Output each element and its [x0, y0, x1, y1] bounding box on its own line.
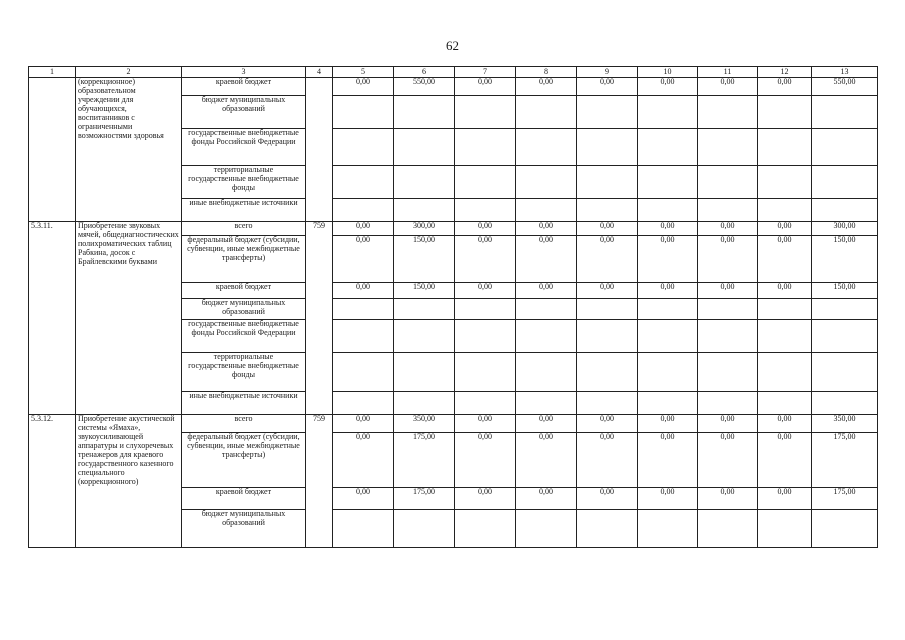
value-cell	[638, 299, 698, 320]
value-cell	[394, 320, 455, 353]
value-cell: 0,00	[698, 415, 758, 433]
funding-source: иные внебюджетные источники	[182, 199, 306, 222]
value-cell: 175,00	[394, 433, 455, 488]
value-cell	[455, 320, 516, 353]
funding-source: краевой бюджет	[182, 488, 306, 510]
value-cell	[394, 353, 455, 392]
value-cell	[333, 299, 394, 320]
value-cell: 0,00	[638, 488, 698, 510]
header-row	[29, 67, 878, 78]
value-cell: 175,00	[812, 488, 878, 510]
value-cell: 150,00	[394, 236, 455, 283]
funding-source: территориальные государственные внебюджетные фонды	[182, 353, 306, 392]
column-header: 12	[758, 67, 812, 78]
value-cell	[333, 320, 394, 353]
value-cell	[455, 392, 516, 415]
value-cell	[758, 320, 812, 353]
value-cell: 150,00	[394, 283, 455, 299]
value-cell	[698, 166, 758, 199]
value-cell: 0,00	[455, 222, 516, 236]
value-cell: 0,00	[638, 222, 698, 236]
value-cell: 0,00	[758, 415, 812, 433]
value-cell	[758, 510, 812, 548]
value-cell: 0,00	[577, 236, 638, 283]
value-cell	[516, 166, 577, 199]
value-cell: 0,00	[333, 283, 394, 299]
value-cell: 0,00	[516, 415, 577, 433]
value-cell: 0,00	[638, 433, 698, 488]
value-cell	[577, 129, 638, 166]
value-cell: 0,00	[698, 283, 758, 299]
value-cell: 0,00	[638, 78, 698, 96]
value-cell: 0,00	[333, 78, 394, 96]
value-cell	[577, 166, 638, 199]
value-cell	[698, 392, 758, 415]
value-cell: 0,00	[577, 283, 638, 299]
column-header: 1	[29, 67, 76, 78]
value-cell	[455, 199, 516, 222]
column-header: 2	[76, 67, 182, 78]
value-cell: 350,00	[812, 415, 878, 433]
value-cell: 0,00	[577, 78, 638, 96]
value-cell	[394, 129, 455, 166]
value-cell	[638, 166, 698, 199]
funding-source: федеральный бюджет (субсидии, субвенции, иные межбюджетные трансферты)	[182, 236, 306, 283]
value-cell	[812, 199, 878, 222]
value-cell	[698, 353, 758, 392]
value-cell	[516, 353, 577, 392]
value-cell: 0,00	[638, 236, 698, 283]
value-cell: 150,00	[812, 236, 878, 283]
value-cell: 0,00	[698, 78, 758, 96]
funding-source: государственные внебюджетные фонды Российской Федерации	[182, 320, 306, 353]
value-cell: 175,00	[394, 488, 455, 510]
value-cell	[516, 299, 577, 320]
value-cell	[698, 129, 758, 166]
value-cell	[638, 392, 698, 415]
value-cell	[812, 129, 878, 166]
value-cell	[758, 392, 812, 415]
column-header: 8	[516, 67, 577, 78]
value-cell	[812, 96, 878, 129]
value-cell	[698, 320, 758, 353]
executor-code: 759	[306, 222, 333, 415]
value-cell: 0,00	[455, 78, 516, 96]
page-number: 62	[446, 38, 459, 53]
value-cell	[812, 299, 878, 320]
value-cell: 0,00	[333, 433, 394, 488]
value-cell	[333, 199, 394, 222]
value-cell: 0,00	[516, 433, 577, 488]
column-header: 3	[182, 67, 306, 78]
value-cell	[812, 510, 878, 548]
value-cell: 0,00	[577, 488, 638, 510]
value-cell	[455, 510, 516, 548]
executor-code	[306, 78, 333, 222]
value-cell	[516, 320, 577, 353]
column-header: 9	[577, 67, 638, 78]
item-name: (коррекционное) образовательном учреждении для обучающихся, воспитанников с ограниченными возможностями здоровья	[76, 78, 182, 222]
value-cell: 0,00	[638, 415, 698, 433]
funding-source: иные внебюджетные источники	[182, 392, 306, 415]
table-row	[29, 78, 878, 96]
value-cell	[516, 199, 577, 222]
value-cell	[698, 199, 758, 222]
value-cell: 150,00	[812, 283, 878, 299]
table-row	[29, 222, 878, 236]
value-cell: 300,00	[812, 222, 878, 236]
value-cell	[638, 320, 698, 353]
value-cell: 0,00	[516, 488, 577, 510]
column-header: 4	[306, 67, 333, 78]
executor-code: 759	[306, 415, 333, 548]
value-cell	[516, 96, 577, 129]
value-cell	[333, 166, 394, 199]
value-cell: 0,00	[758, 78, 812, 96]
funding-source: бюджет муниципальных образований	[182, 299, 306, 320]
funding-source: территориальные государственные внебюджетные фонды	[182, 166, 306, 199]
value-cell	[758, 199, 812, 222]
value-cell: 0,00	[758, 283, 812, 299]
value-cell	[516, 510, 577, 548]
value-cell	[638, 129, 698, 166]
funding-source: бюджет муниципальных образований	[182, 96, 306, 129]
value-cell: 300,00	[394, 222, 455, 236]
value-cell: 550,00	[812, 78, 878, 96]
column-header: 13	[812, 67, 878, 78]
value-cell	[638, 96, 698, 129]
value-cell	[638, 353, 698, 392]
value-cell: 0,00	[698, 488, 758, 510]
value-cell: 0,00	[698, 222, 758, 236]
column-header: 6	[394, 67, 455, 78]
value-cell: 0,00	[516, 222, 577, 236]
funding-source: всего	[182, 415, 306, 433]
value-cell	[638, 199, 698, 222]
value-cell	[394, 199, 455, 222]
value-cell	[698, 510, 758, 548]
funding-source: краевой бюджет	[182, 283, 306, 299]
funding-source: краевой бюджет	[182, 78, 306, 96]
value-cell	[516, 129, 577, 166]
value-cell	[333, 392, 394, 415]
value-cell: 0,00	[577, 433, 638, 488]
value-cell	[516, 392, 577, 415]
item-code: 5.3.12.	[29, 415, 76, 548]
value-cell	[455, 129, 516, 166]
value-cell	[577, 199, 638, 222]
value-cell: 0,00	[333, 488, 394, 510]
value-cell	[698, 299, 758, 320]
value-cell: 0,00	[577, 415, 638, 433]
value-cell	[333, 129, 394, 166]
value-cell	[394, 299, 455, 320]
value-cell: 0,00	[516, 78, 577, 96]
value-cell: 0,00	[455, 283, 516, 299]
value-cell: 0,00	[758, 222, 812, 236]
value-cell	[758, 166, 812, 199]
column-header: 10	[638, 67, 698, 78]
value-cell	[577, 96, 638, 129]
value-cell: 0,00	[698, 236, 758, 283]
value-cell: 0,00	[758, 488, 812, 510]
value-cell	[577, 299, 638, 320]
value-cell: 0,00	[333, 236, 394, 283]
table-body	[29, 78, 878, 548]
value-cell	[758, 129, 812, 166]
value-cell	[577, 353, 638, 392]
value-cell: 0,00	[455, 488, 516, 510]
value-cell	[455, 166, 516, 199]
funding-source: бюджет муниципальных образований	[182, 510, 306, 548]
item-name: Приобретение звуковых мячей, общедиагностических полихроматических таблиц Рабкина, досок с Брайлевскими буквами	[76, 222, 182, 415]
funding-source: всего	[182, 222, 306, 236]
value-cell	[394, 510, 455, 548]
value-cell: 0,00	[758, 433, 812, 488]
item-code	[29, 78, 76, 222]
value-cell	[577, 392, 638, 415]
value-cell: 0,00	[516, 236, 577, 283]
item-code: 5.3.11.	[29, 222, 76, 415]
value-cell	[577, 320, 638, 353]
funding-source: федеральный бюджет (субсидии, субвенции, иные межбюджетные трансферты)	[182, 433, 306, 488]
value-cell: 0,00	[698, 433, 758, 488]
value-cell	[394, 96, 455, 129]
value-cell: 350,00	[394, 415, 455, 433]
value-cell	[333, 353, 394, 392]
value-cell	[812, 392, 878, 415]
value-cell: 0,00	[638, 283, 698, 299]
column-header: 7	[455, 67, 516, 78]
value-cell: 0,00	[333, 222, 394, 236]
item-name: Приобретение акустической системы «Ямаха», звукоусиливающей аппаратуры и слухоречевых тренажеров для краевого государственного казенного специального (коррекционного)	[76, 415, 182, 548]
value-cell	[758, 96, 812, 129]
value-cell: 0,00	[516, 283, 577, 299]
value-cell	[455, 353, 516, 392]
value-cell: 550,00	[394, 78, 455, 96]
value-cell: 0,00	[455, 236, 516, 283]
value-cell	[812, 353, 878, 392]
value-cell	[394, 392, 455, 415]
value-cell: 0,00	[455, 433, 516, 488]
column-header: 5	[333, 67, 394, 78]
value-cell	[698, 96, 758, 129]
table-row	[29, 415, 878, 433]
value-cell	[577, 510, 638, 548]
value-cell	[758, 299, 812, 320]
value-cell	[638, 510, 698, 548]
value-cell	[394, 166, 455, 199]
value-cell	[812, 320, 878, 353]
value-cell	[455, 299, 516, 320]
column-header: 11	[698, 67, 758, 78]
value-cell	[455, 96, 516, 129]
value-cell: 0,00	[577, 222, 638, 236]
value-cell: 0,00	[758, 236, 812, 283]
value-cell	[758, 353, 812, 392]
value-cell: 0,00	[333, 415, 394, 433]
funding-source: государственные внебюджетные фонды Российской Федерации	[182, 129, 306, 166]
value-cell	[812, 166, 878, 199]
value-cell	[333, 510, 394, 548]
value-cell: 175,00	[812, 433, 878, 488]
budget-table	[28, 66, 878, 548]
value-cell: 0,00	[455, 415, 516, 433]
value-cell	[333, 96, 394, 129]
